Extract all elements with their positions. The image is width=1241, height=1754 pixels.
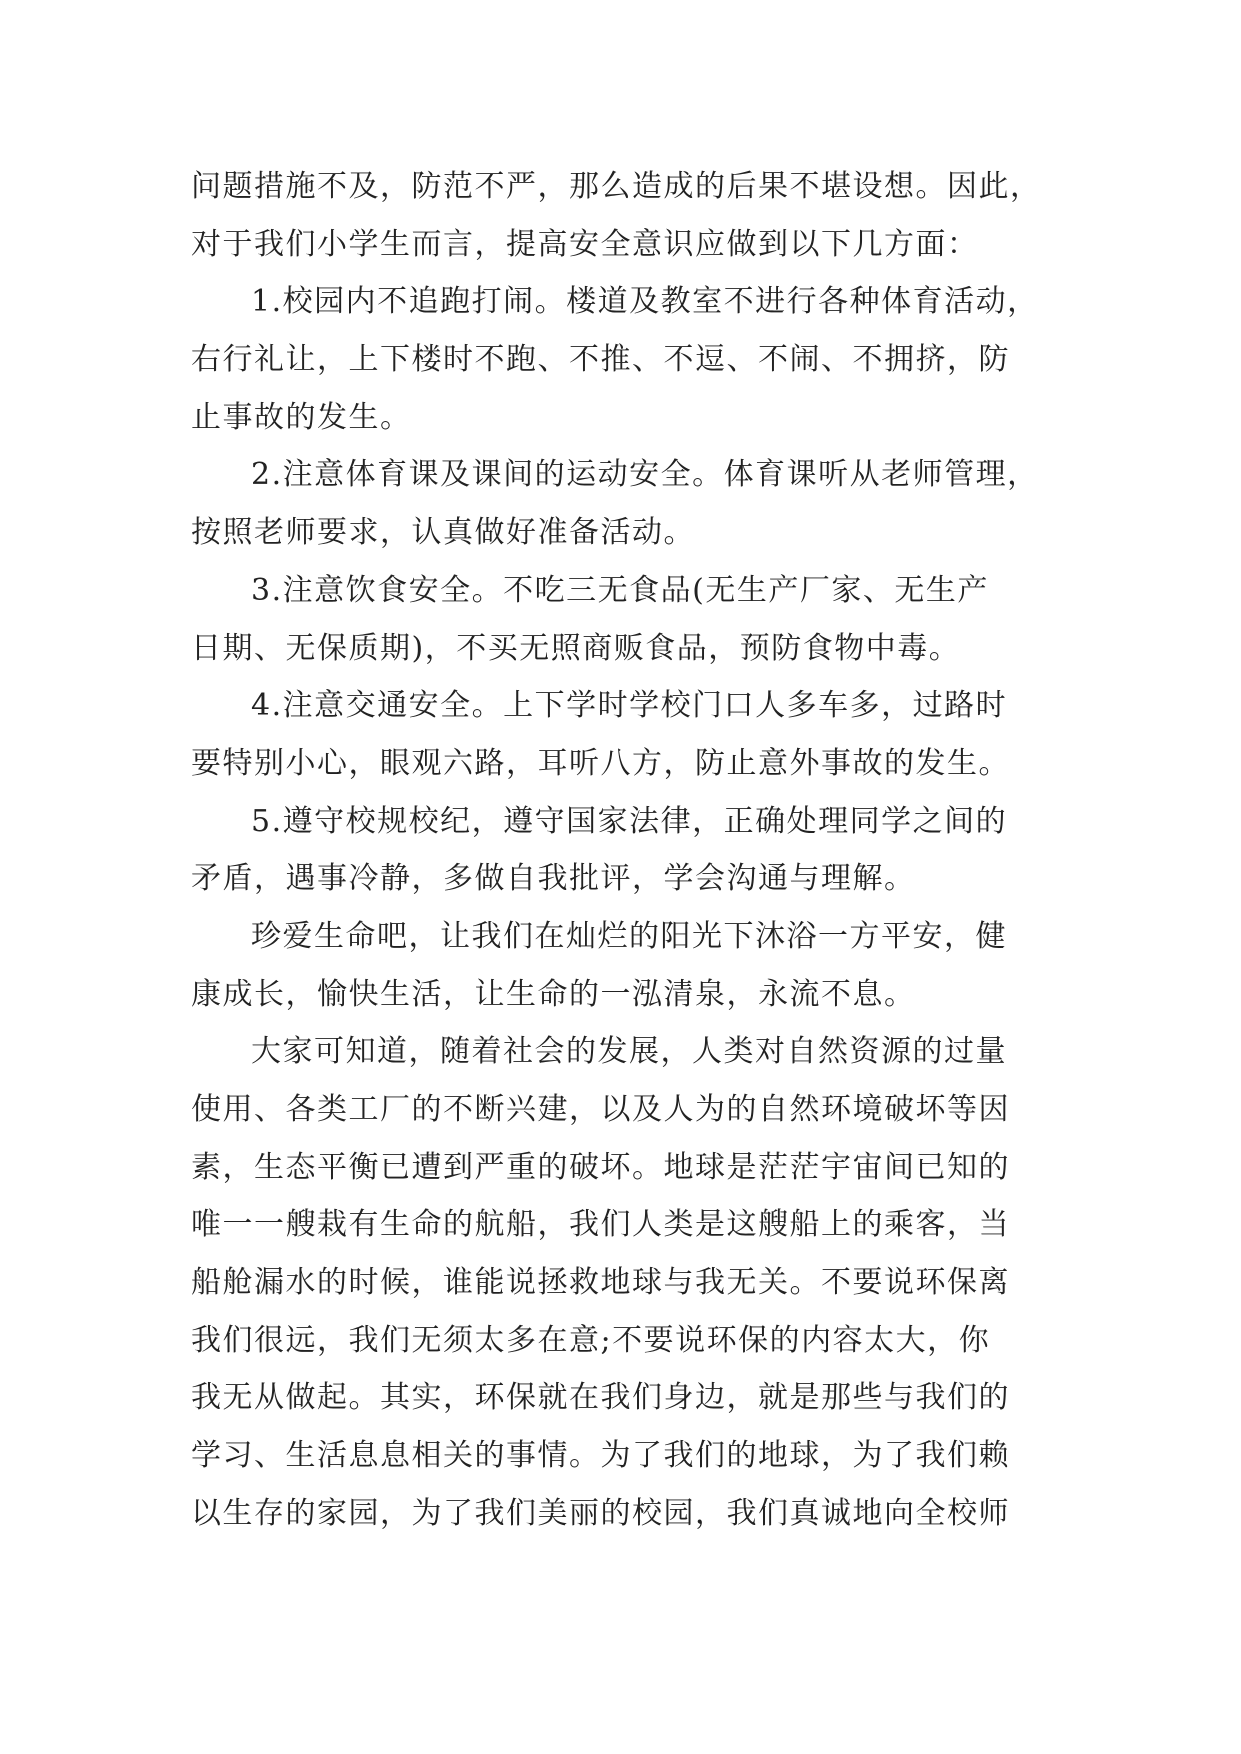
text-line: 学习、生活息息相关的事情。为了我们的地球，为了我们赖: [191, 1438, 1010, 1474]
text-line: 按照老师要求，认真做好准备活动。: [191, 515, 695, 551]
text-line: 素，生态平衡已遭到严重的破坏。地球是茫茫宇宙间已知的: [191, 1149, 1010, 1185]
text-line: 唯一一艘栽有生命的航船，我们人类是这艘船上的乘客，当: [191, 1207, 1010, 1243]
text-line: 使用、各类工厂的不断兴建，以及人为的自然环境破坏等因: [191, 1092, 1010, 1127]
text-line: 5.遵守校规校纪，遵守国家法律，正确处理同学之间的: [251, 803, 1008, 839]
text-line: 大家可知道，随着社会的发展，人类对自然资源的过量: [251, 1034, 1007, 1070]
text-line: 以生存的家园，为了我们美丽的校园，我们真诚地向全校师: [191, 1495, 1010, 1531]
text-line: 矛盾，遇事冷静，多做自我批评，学会沟通与理解。: [191, 861, 916, 897]
text-line: 日期、无保质期)，不买无照商贩食品，预防食物中毒。: [191, 630, 961, 666]
text-line: 右行礼让，上下楼时不跑、不推、不逗、不闹、不拥挤，防: [191, 342, 1010, 378]
text-line: 4.注意交通安全。上下学时学校门口人多车多，过路时: [251, 688, 1008, 724]
text-line: 珍爱生命吧，让我们在灿烂的阳光下沐浴一方平安，健: [251, 918, 1007, 954]
text-line: 3.注意饮食安全。不吃三无食品(无生产厂家、无生产: [251, 572, 989, 608]
text-line: 1.校园内不追跑打闹。楼道及教室不进行各种体育活动，: [251, 284, 1039, 320]
text-line: 止事故的发生。: [191, 399, 412, 435]
text-line: 船舱漏水的时候，谁能说拯救地球与我无关。不要说环保离: [191, 1265, 1010, 1301]
text-line: 对于我们小学生而言，提高安全意识应做到以下几方面：: [191, 226, 979, 262]
text-line: 我无从做起。其实，环保就在我们身边，就是那些与我们的: [191, 1380, 1010, 1416]
text-line: 我们很远，我们无须太多在意;不要说环保的内容太大，你: [191, 1322, 991, 1358]
text-line: 2.注意体育课及课间的运动安全。体育课听从老师管理，: [251, 457, 1039, 493]
text-line: 要特别小心，眼观六路，耳听八方，防止意外事故的发生。: [191, 745, 1010, 781]
body-text: [191, 158, 1071, 1543]
text-line: 康成长，愉快生活，让生命的一泓清泉，永流不息。: [191, 976, 916, 1012]
text-line: 问题措施不及，防范不严，那么造成的后果不堪设想。因此，: [191, 169, 1042, 204]
